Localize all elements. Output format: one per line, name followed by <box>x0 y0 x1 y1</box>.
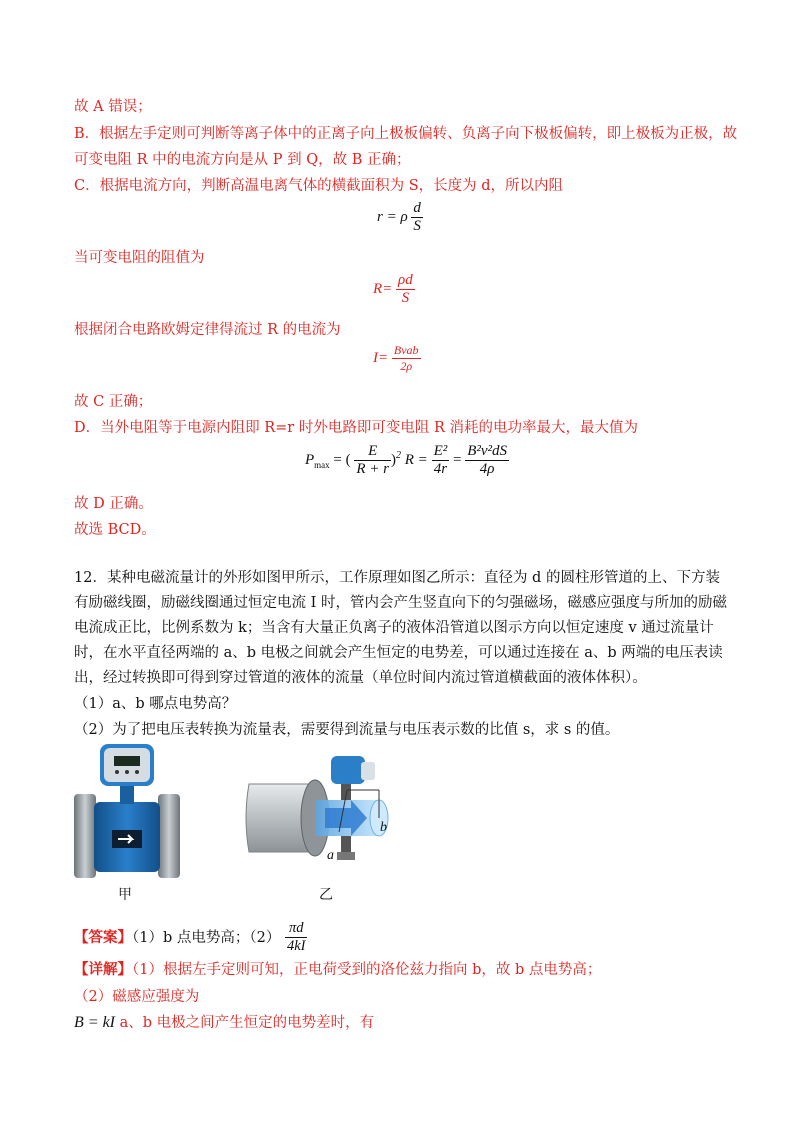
eq-num: Bvab <box>393 343 419 357</box>
text-line: 当可变电阻的阻值为 <box>74 250 205 266</box>
text-line: D．当外电阻等于电源内阻即 R=r 时外电路即可变电阻 R 消耗的电功率最大，最大值为 <box>74 420 638 436</box>
figure-caption-jia: 甲 <box>118 887 132 903</box>
eq-text: ) <box>391 451 397 468</box>
text-line: 故 A 错误； <box>74 99 152 115</box>
text-line: 根据闭合电路欧姆定律得流过 R 的电流为 <box>74 322 341 338</box>
answer-line <box>74 920 307 955</box>
detail-text: a、b 电极之间产生恒定的电势差时，有 <box>115 1015 375 1031</box>
detail-tag: 【详解】 <box>74 961 132 978</box>
eq-sub: max <box>314 459 330 470</box>
text-line: C．根据电流方向，判断高温电离气体的横截面积为 S，长度为 d，所以内阻 <box>74 178 564 194</box>
answer-tag: 【答案】 <box>74 929 132 946</box>
principle-figure-yi <box>243 752 408 870</box>
text-line: 故选 BCD。 <box>74 522 156 538</box>
flowmeter-figure-jia <box>70 742 185 882</box>
detail-line-1 <box>74 958 601 979</box>
text-line: 故 D 正确。 <box>74 496 153 512</box>
eq-text: R= <box>373 280 393 297</box>
question-12-paragraph: 12．某种电磁流量计的外形如图甲所示，工作原理如图乙所示：直径为 d 的圆柱形管道的上、下方装有励磁线圈，励磁线圈通过恒定电流 I 时，管内会产生竖直向下的匀强磁场，磁感应强度与所加的励磁电流成正比，比例系数为 k；当含有大量正负离子的液体沿管道以图示方向以恒定速度 v 通过流量计时，在水平直径两端的 a、b 电极之间就会产生恒定的电势差，可以通过连接在 a、b 两端的电压表读出，经过转换即可得到穿过管道的液体的流量（单位时间内流过管道横截面的液体体积）。 <box>74 570 727 686</box>
equation-pmax <box>305 443 509 478</box>
eq-den: 4r <box>432 460 450 478</box>
answer-frac-num: πd <box>288 920 304 936</box>
eq-text: P <box>305 451 315 468</box>
detail-line-3 <box>74 1011 374 1032</box>
sub-question-2: （2）为了把电压表转换为流量表，需要得到流量与电压表示数的比值 s，求 s 的值。 <box>74 722 620 738</box>
eq-text: R = <box>404 451 428 468</box>
eq-den: 2ρ <box>392 358 421 374</box>
detail-line-2: （2）磁感应强度为 <box>74 989 200 1005</box>
eq-num: B²v²dS <box>467 443 508 459</box>
equation-R <box>373 272 415 307</box>
detail-eq: B = kI <box>74 1014 115 1031</box>
eq-den: S <box>413 218 421 234</box>
sub-question-1: （1）a、b 哪点电势高？ <box>74 696 237 712</box>
eq-text: = <box>452 451 462 468</box>
eq-num: ρd <box>398 272 413 288</box>
label-a: a <box>327 848 334 863</box>
text-line: 故 C 正确； <box>74 394 153 410</box>
equation-r <box>377 200 423 235</box>
eq-text: I= <box>373 349 389 366</box>
eq-sup: 2 <box>396 449 402 461</box>
eq-num: E² <box>433 443 448 459</box>
eq-den: 4ρ <box>465 460 509 478</box>
text-line: B．根据左手定则可判断等离子体中的正离子向上极板偏转、负离子向下极板偏转，即上极板为正极，故 <box>74 126 738 142</box>
text-line: 可变电阻 R 中的电流方向是从 P 到 Q，故 B 正确； <box>74 152 411 168</box>
eq-text: r = ρ <box>377 208 408 225</box>
eq-num: d <box>413 200 421 216</box>
answer-text: （1）b 点电势高；（2） <box>132 930 281 946</box>
eq-text: = ( <box>329 451 351 468</box>
equation-I <box>373 343 421 374</box>
answer-frac-den: 4kI <box>286 938 306 954</box>
eq-num: E <box>368 443 378 459</box>
label-b: b <box>380 820 387 835</box>
detail-text: （1）根据左手定则可知，正电荷受到的洛伦兹力指向 b，故 b 点电势高； <box>132 962 602 978</box>
figure-caption-yi: 乙 <box>319 887 333 903</box>
eq-den: R + r <box>356 461 390 477</box>
eq-den: S <box>396 289 415 307</box>
